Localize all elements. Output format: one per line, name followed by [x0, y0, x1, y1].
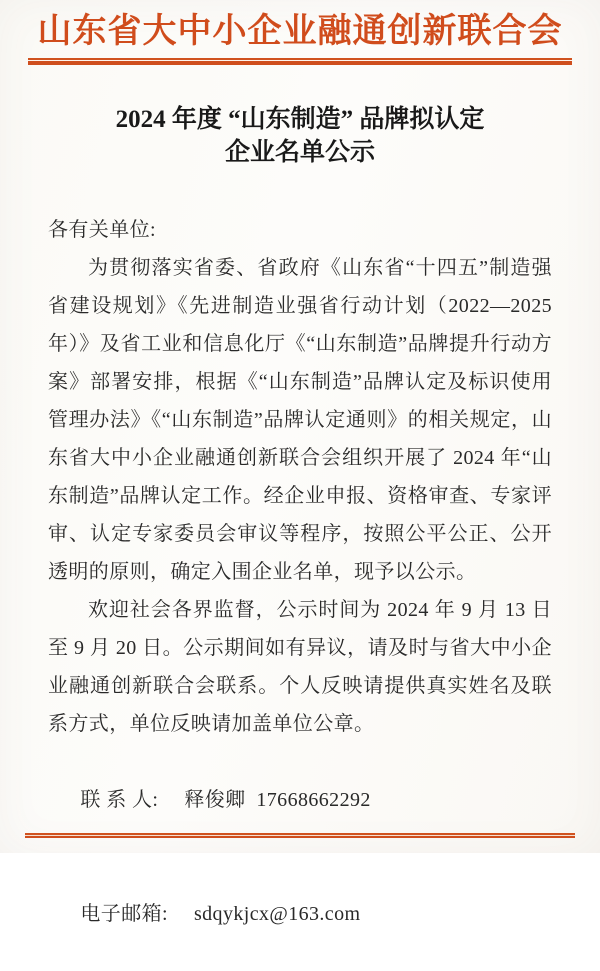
document-title-line1: 2024 年度 “山东制造” 品牌拟认定 — [115, 106, 485, 133]
contact-email-label: 电子邮箱: — [80, 903, 168, 925]
document-body — [48, 211, 552, 971]
document-title-line2: 企业名单公示 — [224, 139, 375, 166]
org-title: 山东省大中小企业融通创新联合会 — [37, 13, 563, 50]
contact-person-value: 释俊卿 17668662292 — [184, 789, 371, 811]
document-title — [40, 103, 560, 169]
contact-email-value: sdqykjcx@163.com — [193, 903, 361, 925]
contact-person-label: 联 系 人: — [80, 789, 159, 811]
header-divider-line — [28, 58, 572, 65]
paragraph-supervision: 欢迎社会各界监督，公示时间为 2024 年 9 月 13 日至 9 月 20 日。公示期间如有异议，请及时与省大中小企业融通创新联合会联系。个人反映请提供真实姓名及联系方式，单位反映请加盖单位公章。 — [48, 599, 552, 735]
contact-email-line — [48, 857, 552, 971]
contact-person-line — [48, 743, 552, 857]
footer-divider-line — [25, 833, 575, 838]
paragraph-main: 为贯彻落实省委、省政府《山东省“十四五”制造强省建设规划》《先进制造业强省行动计划（2022—2025 年）》及省工业和信息化厅《“山东制造”品牌提升行动方案》部署安排，根据《“山东制造”品牌认定及标识使用管理办法》《“山东制造”品牌认定通则》的相关规定，山东省大中小企业融通创新联合会组织开展了 2024 年“山东制造”品牌认定工作。经企业申报、资格审查、专家评审、认定专家委员会审议等程序，按照公平公正、公开透明的原则，确定入围企业名单，现予以公示。 — [48, 257, 552, 583]
salutation: 各有关单位: — [48, 219, 156, 241]
